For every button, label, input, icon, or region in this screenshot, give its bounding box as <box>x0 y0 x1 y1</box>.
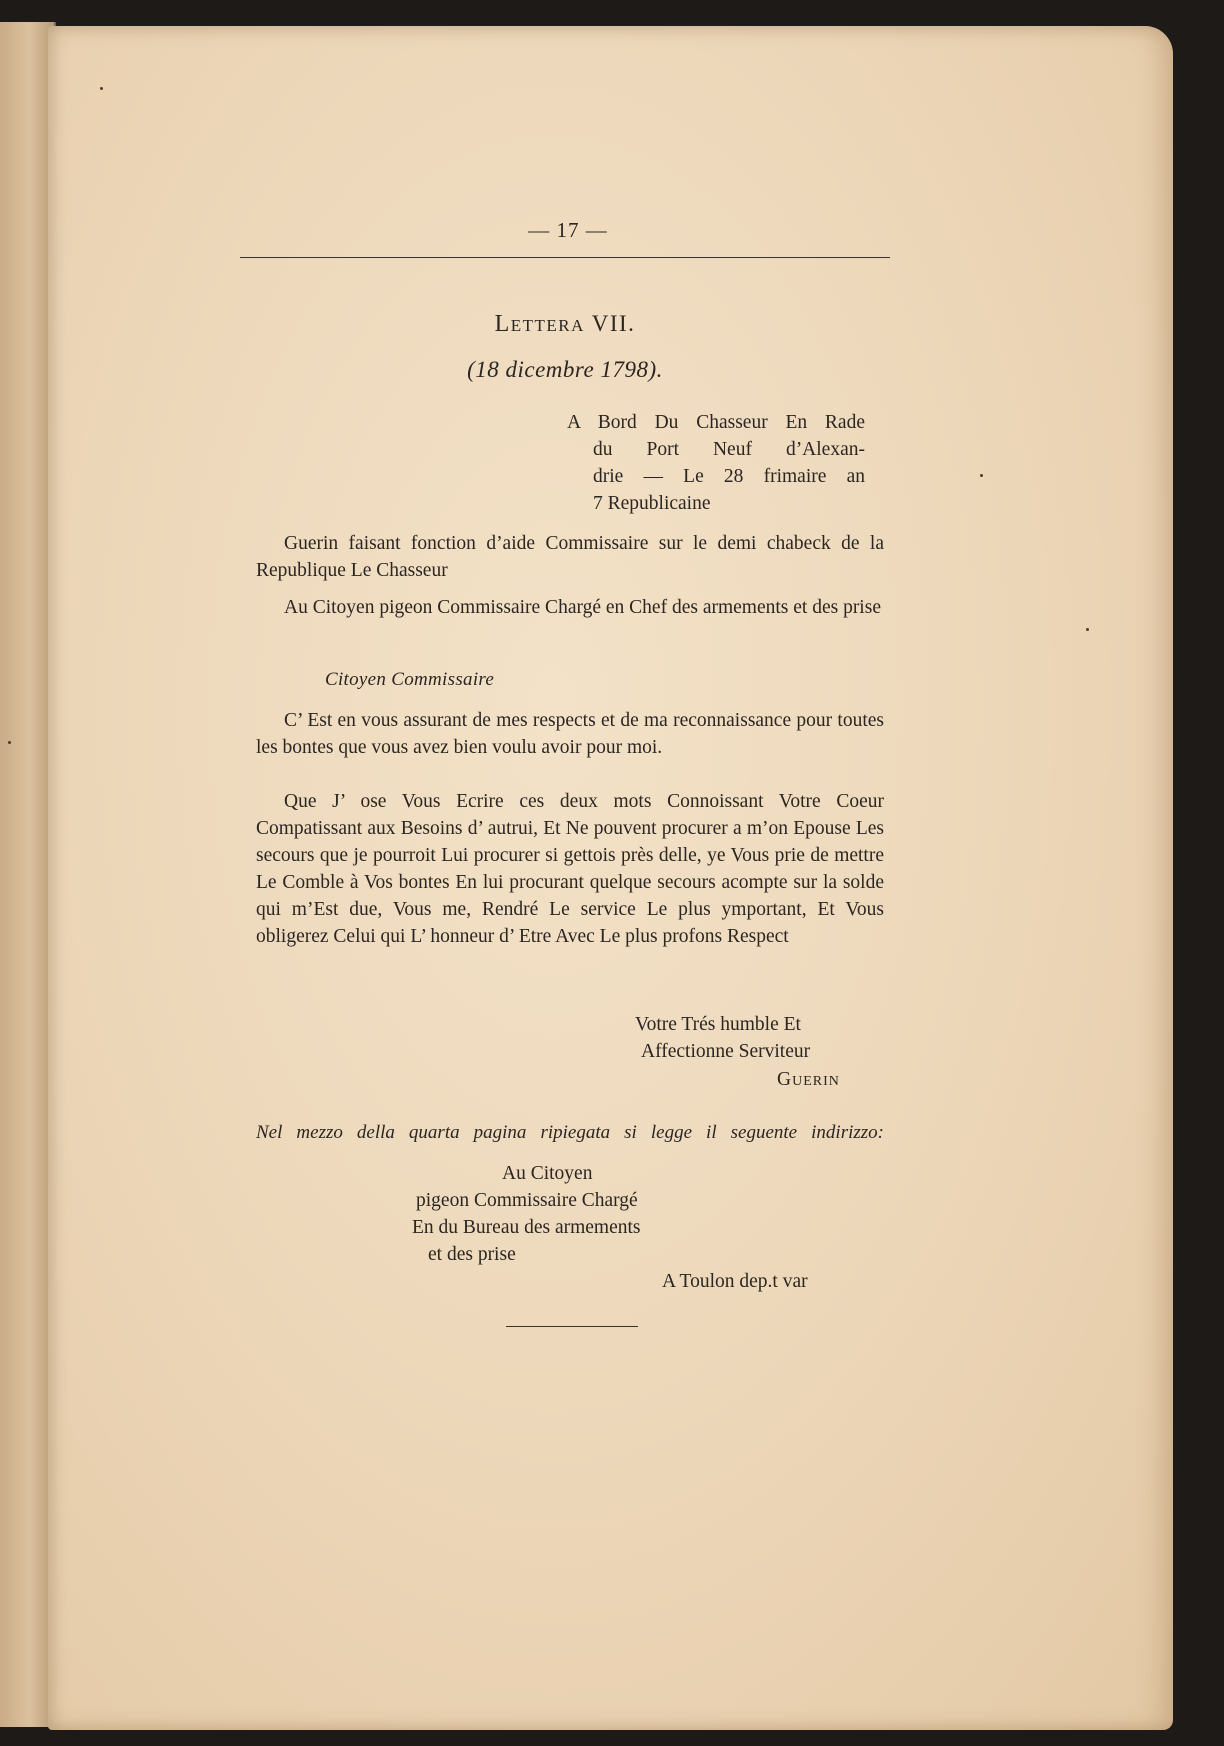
closing-line: Affectionne Serviteur <box>641 1041 811 1062</box>
paper-speck <box>100 87 103 90</box>
heading-line: A Bord Du Chasseur En Rade <box>567 412 865 433</box>
address-line: et des prise <box>428 1244 516 1265</box>
heading-line: drie — Le 28 frimaire an <box>593 466 865 487</box>
letter-date: (18 dicembre 1798). <box>467 357 663 382</box>
letter-title-word: Lettera <box>494 311 585 337</box>
sender-paragraph: Guerin faisant fonction d’aide Commissaire sur le demi chabeck de la Republique Le Chasseur <box>256 533 884 581</box>
letter-heading <box>565 409 865 517</box>
signature-name: Guerin <box>777 1069 840 1090</box>
salutation: Citoyen Commissaire <box>325 669 495 690</box>
address-line: pigeon Commissaire Chargé <box>416 1190 638 1211</box>
closing-line: Votre Trés humble Et <box>635 1014 801 1035</box>
header-rule <box>240 257 890 258</box>
closing-rule <box>506 1326 638 1327</box>
address-line: En du Bureau des armements <box>412 1217 641 1238</box>
address-line: A Toulon dep.t var <box>662 1271 808 1292</box>
paper-speck <box>980 474 983 477</box>
signature <box>777 1066 840 1093</box>
recipient-paragraph: Au Citoyen pigeon Commissaire Chargé en Chef des armements et des prise <box>284 597 881 618</box>
letter-title-numeral: VII. <box>591 311 636 336</box>
heading-line: du Port Neuf d’Alexan- <box>593 439 865 460</box>
address-note: Nel mezzo della quarta pagina ripiegata si legge il seguente indirizzo: <box>256 1122 884 1143</box>
heading-line: 7 Republicaine <box>593 493 711 514</box>
page-number: — 17 — <box>528 218 608 242</box>
body-paragraph-1: C’ Est en vous assurant de mes respects et de ma reconnaissance pour toutes les bontes que vous avez bien voulu avoir pour moi. <box>256 710 884 758</box>
paper-speck <box>1086 628 1089 631</box>
paper-speck <box>8 741 11 744</box>
address-line: Au Citoyen <box>502 1163 593 1184</box>
letter-title <box>240 311 890 338</box>
body-paragraph-2: Que J’ ose Vous Ecrire ces deux mots Connoissant Votre Coeur Compatissant aux Besoins d’ autrui, Et Ne pouvent procurer a m’on Epouse Les secours que je pourroit Lui procurer si gettois près delle, ye Vous prie de mettre Le Comble à Vos bontes En lui procurant quelque secours acompte sur la solde qui m’Est due, Vous me, Rendré Le service Le plus ymportant, Et Vous obligerez Celui qui L’ honneur d’ Etre Avec Le plus profons Respect <box>256 791 884 947</box>
